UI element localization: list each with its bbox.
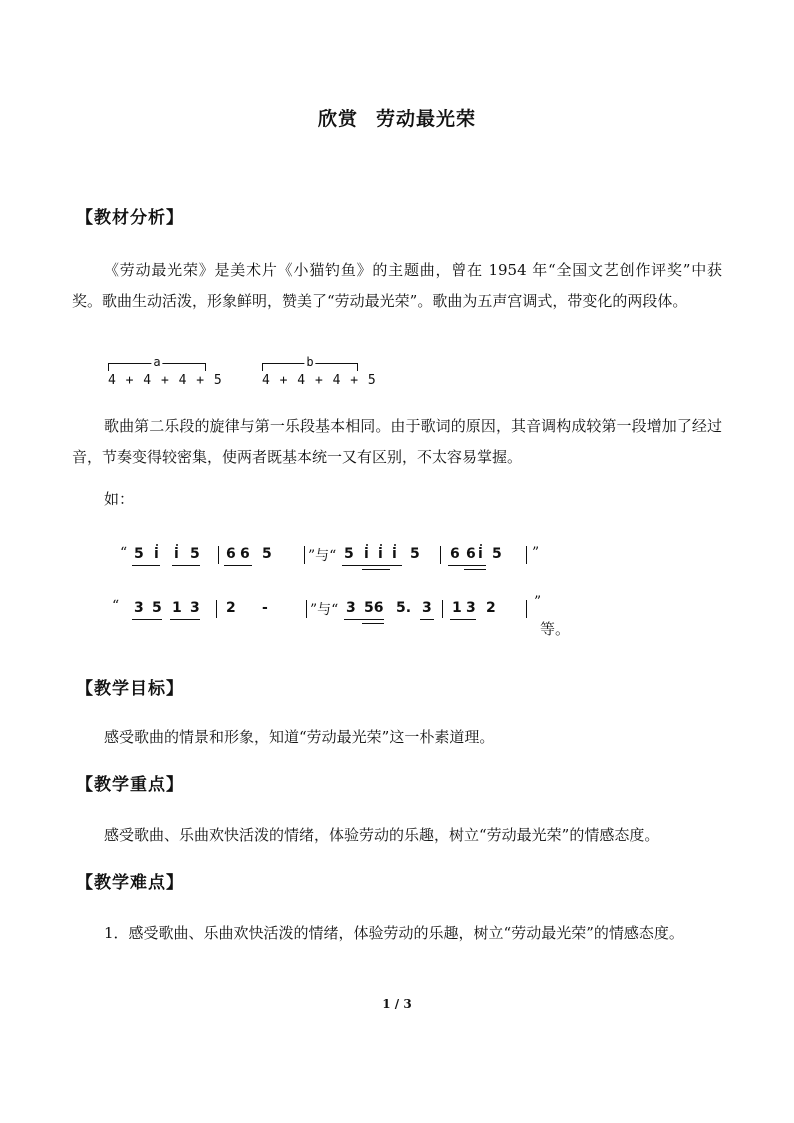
note: 5 — [190, 546, 200, 562]
form-label-a: a — [153, 355, 161, 369]
note: i — [364, 546, 369, 562]
note: i — [154, 546, 159, 562]
note: i — [478, 546, 483, 562]
note: 3 — [190, 600, 200, 616]
row2-open-quote: “ — [112, 598, 120, 614]
row1-open-quote: “ — [120, 545, 128, 561]
note: 1 — [452, 600, 462, 616]
row2-suffix: 等。 — [540, 620, 571, 638]
heading-objectives: 【教学目标】 — [76, 679, 184, 699]
key-points-text: 感受歌曲、乐曲欢快活泼的情绪，体验劳动的乐趣，树立“劳动最光荣”的情感态度。 — [104, 826, 660, 844]
barline — [442, 600, 443, 618]
page-title — [0, 104, 794, 131]
high-octave-dot — [394, 544, 396, 546]
note: 1 — [172, 600, 182, 616]
eighth-underline — [132, 565, 160, 566]
high-octave-dot — [380, 544, 382, 546]
barline — [218, 546, 219, 564]
row2-close-quote: ” — [534, 594, 542, 610]
heading-key-points: 【教学重点】 — [76, 775, 184, 795]
barline — [306, 600, 307, 618]
form-sequence-b: 4 + 4 + 4 + 5 — [262, 373, 377, 388]
title-part2: 劳动最光荣 — [376, 108, 477, 130]
note: 6 — [226, 546, 236, 562]
note: 5 — [344, 546, 354, 562]
note: 3 — [346, 600, 356, 616]
eighth-underline — [420, 619, 434, 620]
barline — [216, 600, 217, 618]
eighth-underline — [450, 619, 476, 620]
eighth-underline — [132, 619, 162, 620]
note: 6 — [450, 546, 460, 562]
sixteenth-underline — [362, 623, 384, 624]
note: 5 — [134, 546, 144, 562]
example-intro: 如： — [104, 490, 135, 508]
objectives-text: 感受歌曲的情景和形象，知道“劳动最光荣”这一朴素道理。 — [104, 728, 495, 746]
form-diagram-a — [108, 355, 223, 388]
barline — [526, 546, 527, 564]
note: 5. — [396, 600, 412, 616]
eighth-underline — [172, 565, 200, 566]
barline — [440, 546, 441, 564]
form-diagram-b — [262, 355, 377, 388]
form-label-b: b — [306, 355, 314, 369]
eighth-underline — [344, 619, 384, 620]
eighth-underline — [224, 565, 252, 566]
note: i — [392, 546, 397, 562]
eighth-underline — [342, 565, 402, 566]
high-octave-dot — [156, 544, 158, 546]
note: 5 — [152, 600, 162, 616]
note: 3 — [422, 600, 432, 616]
eighth-underline — [448, 565, 486, 566]
music-row-2 — [0, 594, 794, 644]
row1-connector: ”与“ — [308, 548, 337, 564]
note: - — [262, 600, 268, 616]
high-octave-dot — [176, 544, 178, 546]
title-part1: 欣赏 — [317, 108, 358, 130]
note: 6 — [466, 546, 476, 562]
note: i — [174, 546, 179, 562]
analysis-paragraph-1: 《劳动最光荣》是美术片《小猫钓鱼》的主题曲，曾在 1954 年“全国文艺创作评奖”中获奖。歌曲生动活泼，形象鲜明，赞美了“劳动最光荣”。歌曲为五声宫调式，带变化的两段体。 — [72, 261, 722, 310]
note: 5 — [410, 546, 420, 562]
barline — [304, 546, 305, 564]
note: 5 — [262, 546, 272, 562]
sixteenth-underline — [362, 569, 390, 570]
form-sequence-a: 4 + 4 + 4 + 5 — [108, 373, 223, 388]
difficulties-text: 1．感受歌曲、乐曲欢快活泼的情绪，体验劳动的乐趣，树立“劳动最光荣”的情感态度。 — [104, 924, 684, 942]
sixteenth-underline — [464, 569, 486, 570]
heading-analysis: 【教材分析】 — [76, 208, 184, 228]
heading-difficulties: 【教学难点】 — [76, 873, 184, 893]
note: 3 — [134, 600, 144, 616]
analysis-paragraph-2: 歌曲第二乐段的旋律与第一乐段基本相同。由于歌词的原因，其音调构成较第一段增加了经过音，节奏变得较密集，使两者既基本统一又有区别，不太容易掌握。 — [72, 417, 722, 466]
music-row-1 — [0, 540, 794, 580]
note: 6 — [240, 546, 250, 562]
note: 5 — [492, 546, 502, 562]
row2-connector: ”与“ — [310, 602, 339, 618]
high-octave-dot — [480, 544, 482, 546]
note: i — [378, 546, 383, 562]
note: 3 — [466, 600, 476, 616]
page-number: 1 / 3 — [382, 997, 412, 1011]
note: 2 — [486, 600, 496, 616]
eighth-underline — [170, 619, 200, 620]
note: 2 — [226, 600, 236, 616]
row1-close-quote: ” — [532, 545, 540, 561]
note: 56 — [364, 600, 384, 616]
high-octave-dot — [366, 544, 368, 546]
barline — [526, 600, 527, 618]
